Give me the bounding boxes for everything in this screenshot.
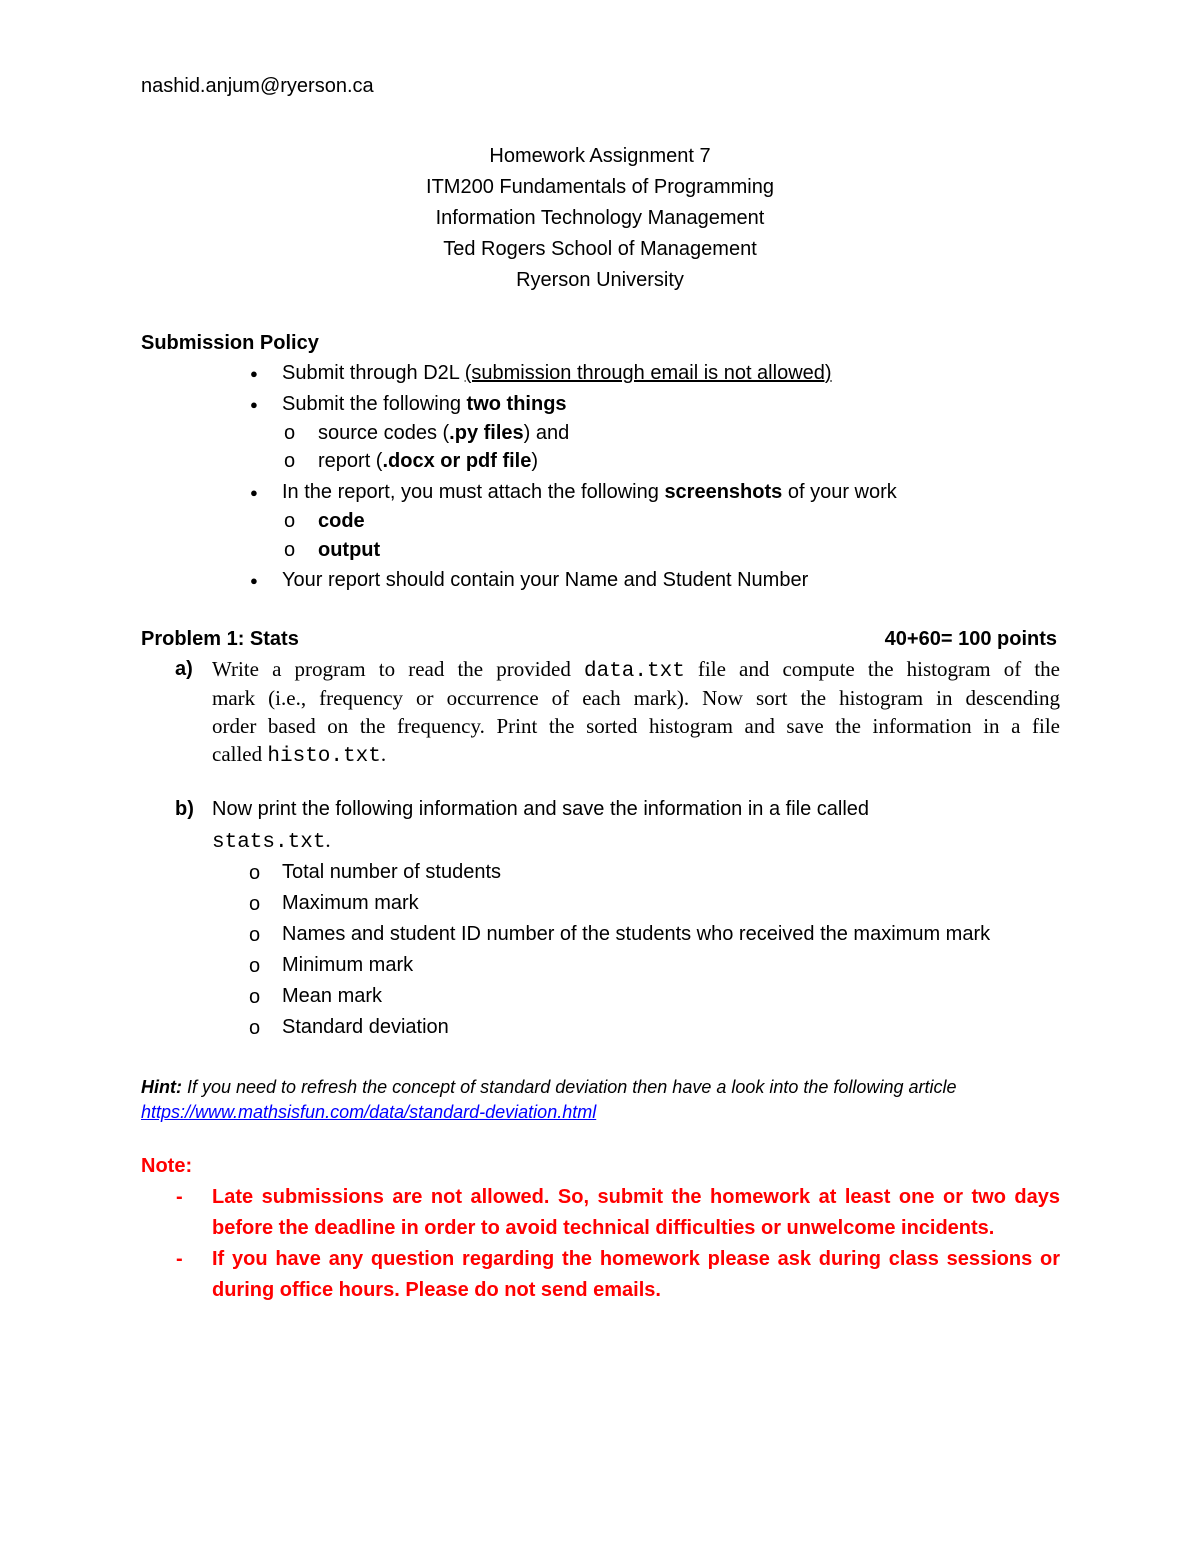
bullet-icon: ● [250,366,258,381]
bullet-icon: ● [250,573,258,588]
stats-item: Minimum mark [282,954,414,976]
part-a-line-3: order based on the frequency. Print the sorted histogram and save the information in a file [212,714,1060,738]
stats-item: Maximum mark [282,892,419,914]
circle-bullet-icon: o [284,422,296,444]
dash-icon: - [176,1248,183,1270]
title-line-3: Information Technology Management [435,207,765,229]
hint-text: Hint: If you need to refresh the concept of standard deviation then have a look into the following article [141,1077,957,1097]
part-a-label: a) [175,658,193,680]
circle-bullet-icon: o [249,924,261,946]
dash-icon: - [176,1186,183,1208]
circle-bullet-icon: o [249,955,261,977]
policy-item-name: Your report should contain your Name and Student Number [282,569,809,591]
note-heading: Note: [141,1155,193,1177]
stats-item: Standard deviation [282,1016,449,1038]
part-a-line-1: Write a program to read the provided data.txt file and compute the histogram of the [212,657,1060,683]
note-2-line-1: If you have any question regarding the homework please ask during class sessions or [212,1248,1060,1270]
part-a-line-2: mark (i.e., frequency or occurrence of each mark). Now sort the histogram in descending [212,686,1060,710]
title-line-4: Ted Rogers School of Management [443,238,757,260]
policy-item-screenshots: In the report, you must attach the following screenshots of your work [282,481,897,503]
policy-subitem-code: code [318,510,365,532]
note-1-line-2: before the deadline in order to avoid technical difficulties or unwelcome incidents. [212,1217,995,1239]
title-line-1: Homework Assignment 7 [489,145,711,167]
circle-bullet-icon: o [249,986,261,1008]
circle-bullet-icon: o [249,893,261,915]
circle-bullet-icon: o [249,1017,261,1039]
stats-item: Names and student ID number of the students who received the maximum mark [282,923,991,945]
part-a-line-4: called histo.txt. [212,742,387,768]
circle-bullet-icon: o [284,539,296,561]
policy-item-two-things: Submit the following two things [282,393,567,415]
part-b-line-1: Now print the following information and save the information in a file called [212,798,870,820]
stats-item: Total number of students [282,861,502,883]
title-line-2: ITM200 Fundamentals of Programming [426,176,774,198]
author-email: nashid.anjum@ryerson.ca [141,75,374,97]
note-2-line-2: during office hours. Please do not send emails. [212,1279,661,1301]
policy-item-d2l: Submit through D2L (submission through email is not allowed) [282,362,832,384]
bullet-icon: ● [250,485,258,500]
circle-bullet-icon: o [284,510,296,532]
policy-subitem-report: report (.docx or pdf file) [318,450,539,472]
policy-subitem-source: source codes (.py files) and [318,422,570,444]
std-dev-link[interactable]: https://www.mathsisfun.com/data/standard-deviation.html [141,1102,597,1122]
part-b-label: b) [175,798,194,820]
circle-bullet-icon: o [284,450,296,472]
problem-points: 40+60= 100 points [884,628,1057,650]
problem-heading: Problem 1: Stats [141,628,299,650]
circle-bullet-icon: o [249,862,261,884]
part-b-line-2: stats.txt. [212,828,331,854]
bullet-icon: ● [250,397,258,412]
title-line-5: Ryerson University [516,269,684,291]
policy-subitem-output: output [318,539,381,561]
note-1-line-1: Late submissions are not allowed. So, submit the homework at least one or two days [212,1186,1060,1208]
stats-item: Mean mark [282,985,383,1007]
submission-heading: Submission Policy [141,332,319,354]
